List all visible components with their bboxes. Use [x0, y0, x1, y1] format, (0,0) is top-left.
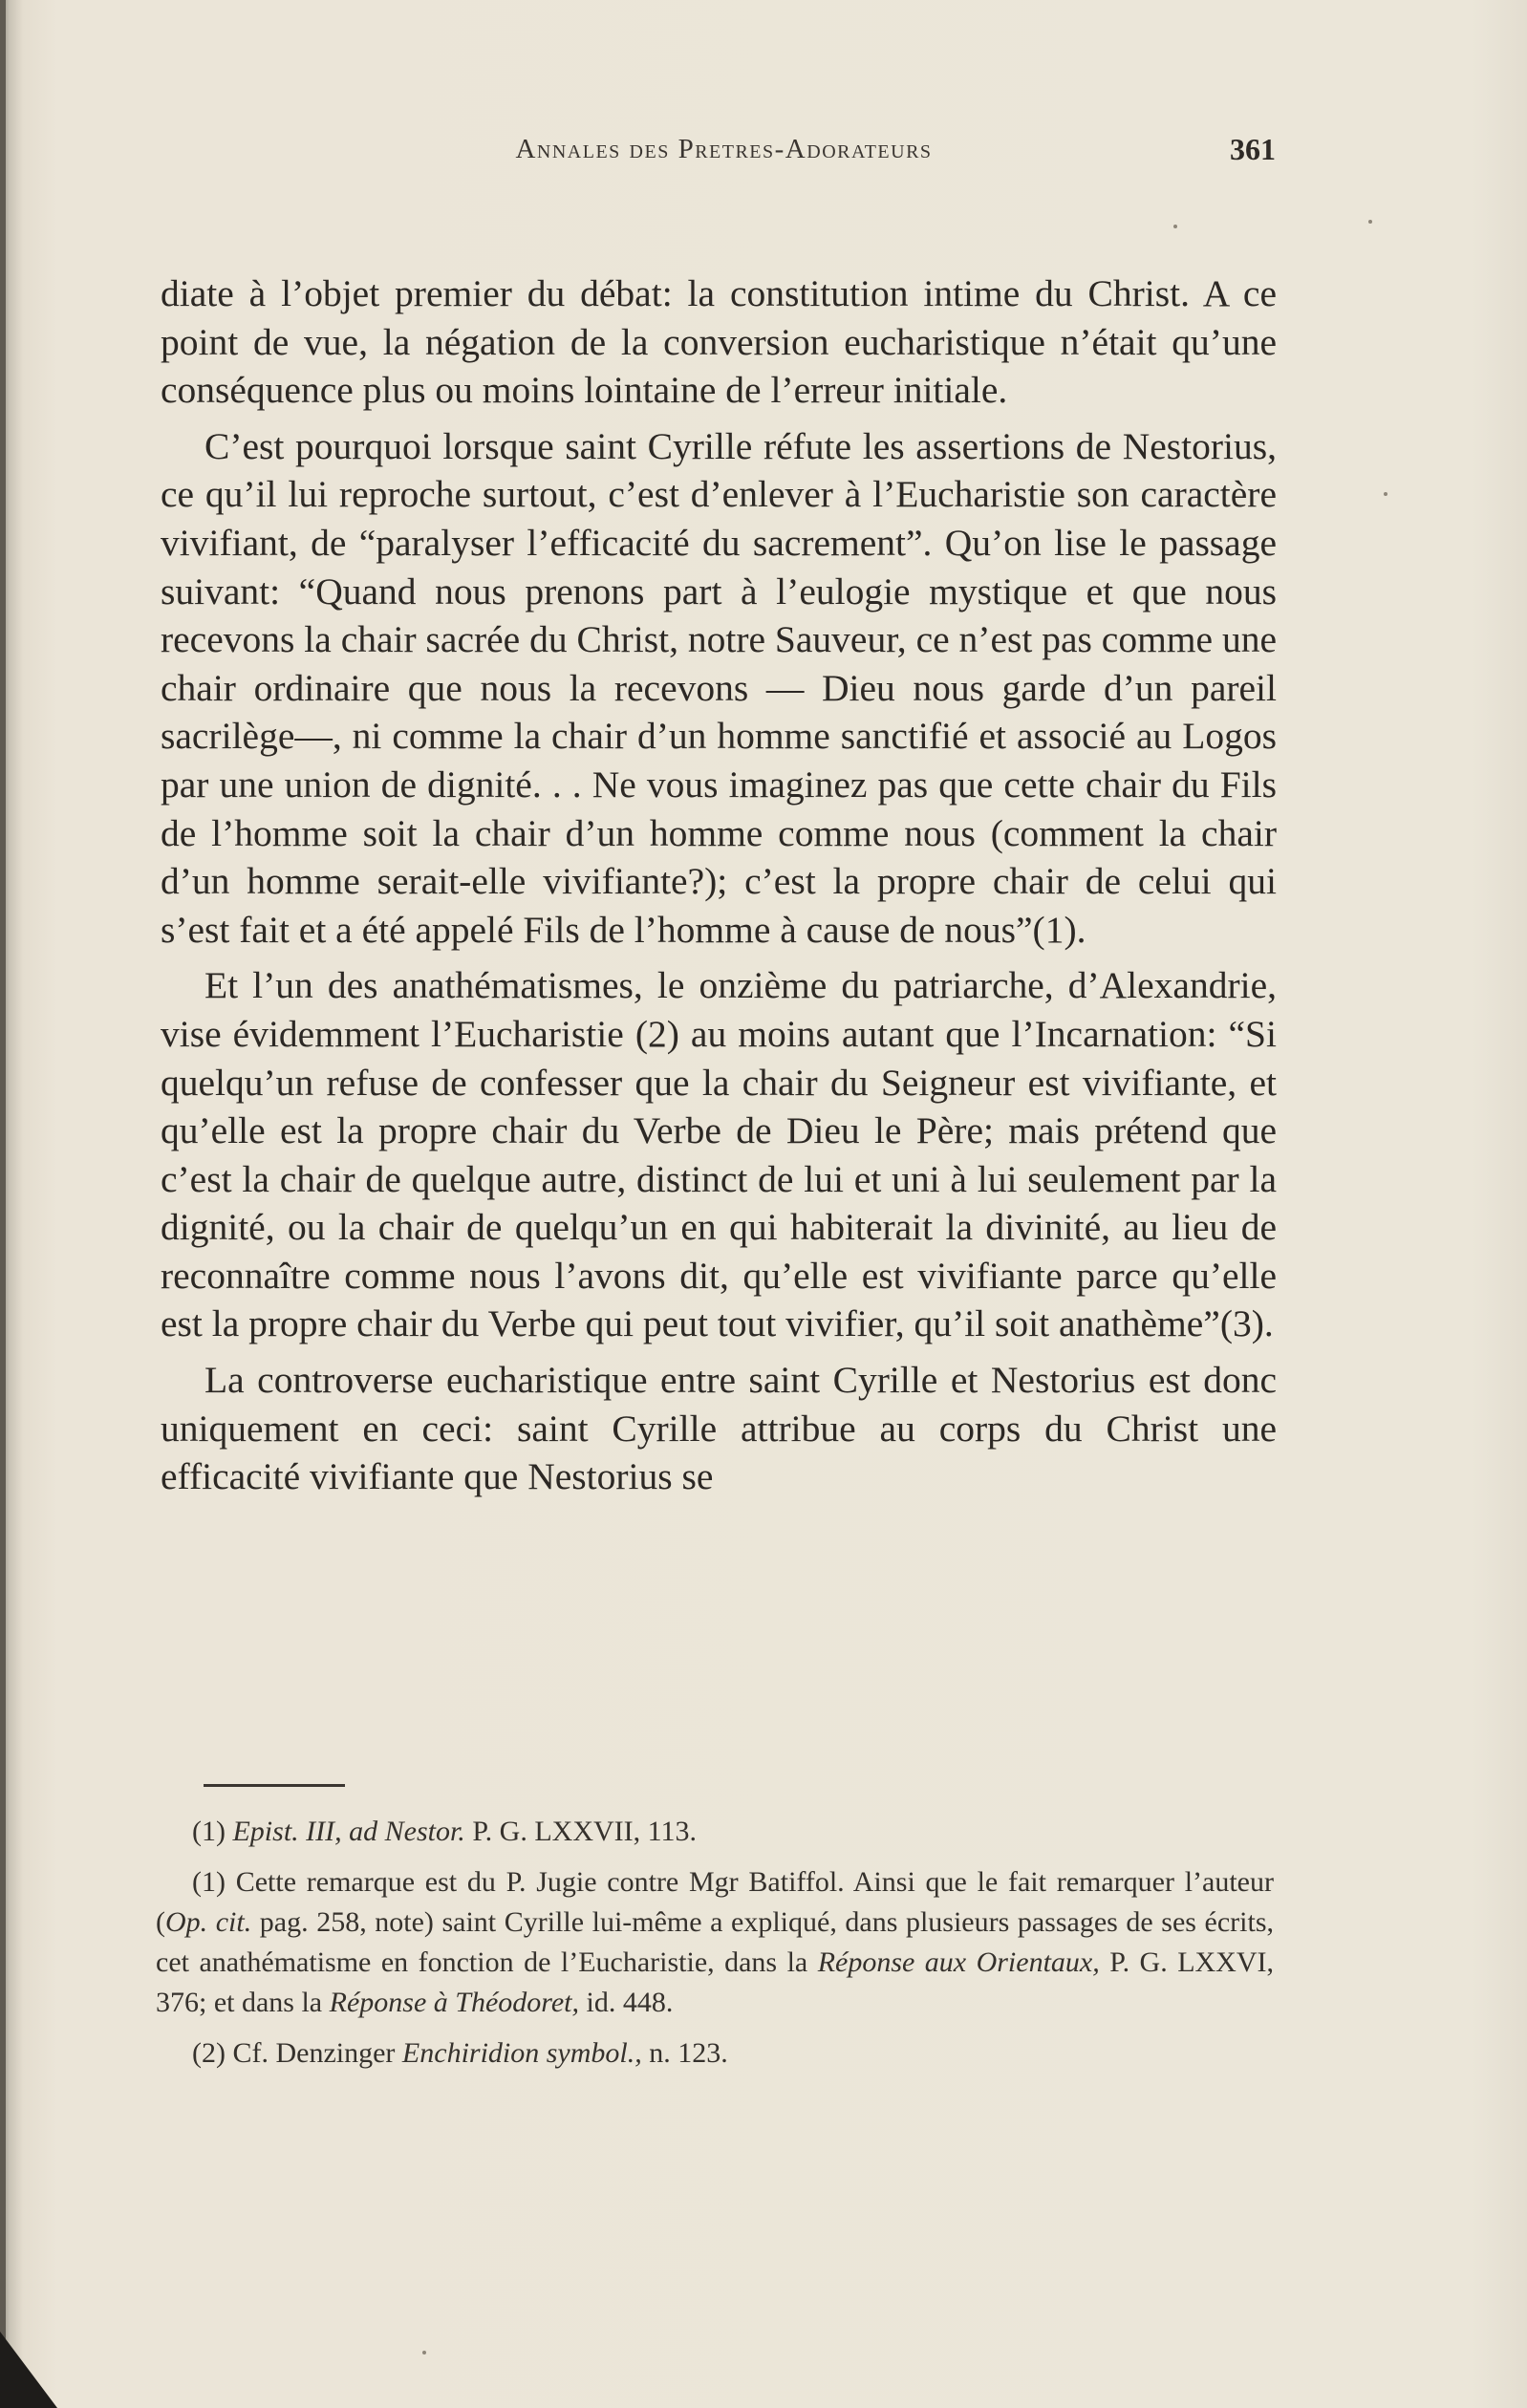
paragraph-3: Et l’un des anathématismes, le onzième du patriarche, d’Alexandrie, vise évidemment l’Eucharistie (2) au moins autant que l’Incarnation: “Si quelqu’un refuse de confesser que la chair du Seigneur est vivifiante, et qu’elle est la propre chair du Verbe de Dieu le Père; mais prétend que c’est la chair de quelque autre, distinct de lui et uni à lui seulement par la dignité, ou la chair de quelqu’un en qui habiterait la divinité, au lieu de reconnaître comme nous l’avons dit, qu’elle est vivifiante parce qu’elle est la propre chair du Verbe qui peut tout vivifier, qu’il soit anathème”(3).: [161, 964, 1277, 1345]
paper-speck: [1173, 225, 1177, 228]
running-head: [162, 134, 1285, 182]
page-corner-shadow: [0, 2332, 57, 2408]
footnote-citation-title: Réponse à Théodoret,: [329, 1987, 579, 2018]
footnote-marker: (1): [192, 1866, 226, 1898]
footnote-text: n. 123.: [641, 2037, 728, 2069]
footnote-text: Cf. Denzinger: [225, 2037, 402, 2069]
running-title: Annales des Pretres-Adorateurs: [515, 134, 933, 164]
footnote-rule: [204, 1784, 345, 1787]
paper-speck: [422, 2351, 426, 2354]
paragraph-4: La controverse eucharistique entre saint Cyrille et Nestorius est donc uniquement en ceci: saint Cyrille attribue au corps du Christ une efficacité vivifiante que Nestorius se: [161, 1359, 1277, 1498]
paper-speck: [1384, 492, 1387, 496]
footnote-text: P. G. LXXVII, 113.: [464, 1816, 698, 1847]
footnote-1: [156, 1812, 1274, 1852]
footnote-text: id. 448.: [578, 1987, 674, 2018]
footnote-citation-title: Enchiridion symbol.,: [401, 2037, 642, 2069]
book-spine-shadow: [0, 0, 6, 2408]
paragraph-1: diate à l’objet premier du débat: la constitution intime du Christ. A ce point de vue, la négation de la conversion eucharistique n’était qu’une conséquence plus ou moins lointaine de l’erreur initiale.: [161, 272, 1277, 412]
footnote-2: [156, 1862, 1274, 2023]
footnote-3: [156, 2033, 1274, 2074]
body-text: [161, 269, 1277, 1509]
footnote-marker: (2): [192, 2037, 226, 2069]
footnote-text: pag. 258, note) saint Cyrille lui-même a expliqué, dans plusieurs passages de ses écrits, cet anathématisme en fonction de l’Eucharistie, dans la: [156, 1906, 1275, 1978]
footnotes: [156, 1812, 1274, 2084]
footnote-citation-title: Epist. III, ad Nestor.: [232, 1816, 465, 1847]
paragraph-2: C’est pourquoi lorsque saint Cyrille réfute les assertions de Nestorius, ce qu’il lui reproche surtout, c’est d’enlever à l’Eucharistie son caractère vivifiant, de “paralyser l’efficacité du sacrement”. Qu’on lise le passage suivant: “Quand nous prenons part à l’eulogie mystique et que nous recevons la chair sacrée du Christ, notre Sauveur, ce n’est pas comme une chair ordinaire que nous la recevons — Dieu nous garde d’un pareil sacrilège—, ni comme la chair d’un homme sanctifié et associé au Logos par une union de dignité. . . Ne vous imaginez pas que cette chair du Fils de l’homme soit la chair d’un homme comme nous (comment la chair d’un homme serait-elle vivifiante?); c’est la propre chair de celui qui s’est fait et a été appelé Fils de l’homme à cause de nous”(1).: [161, 424, 1277, 951]
footnote-citation-title: Op. cit.: [165, 1906, 252, 1938]
page-number: 361: [1230, 132, 1276, 166]
footnote-citation-title: Réponse aux Orientaux,: [817, 1946, 1100, 1978]
paper-speck: [1368, 220, 1372, 224]
footnote-marker: (1): [192, 1816, 226, 1847]
footnote-text: Cette remarque est du P. Jugie contre Mgr Batiffol. Ainsi que le fait remarquer l’auteur (: [156, 1866, 1274, 1938]
footnote-text: P. G. LXXVI, 376; et dans la: [156, 1946, 1275, 2018]
